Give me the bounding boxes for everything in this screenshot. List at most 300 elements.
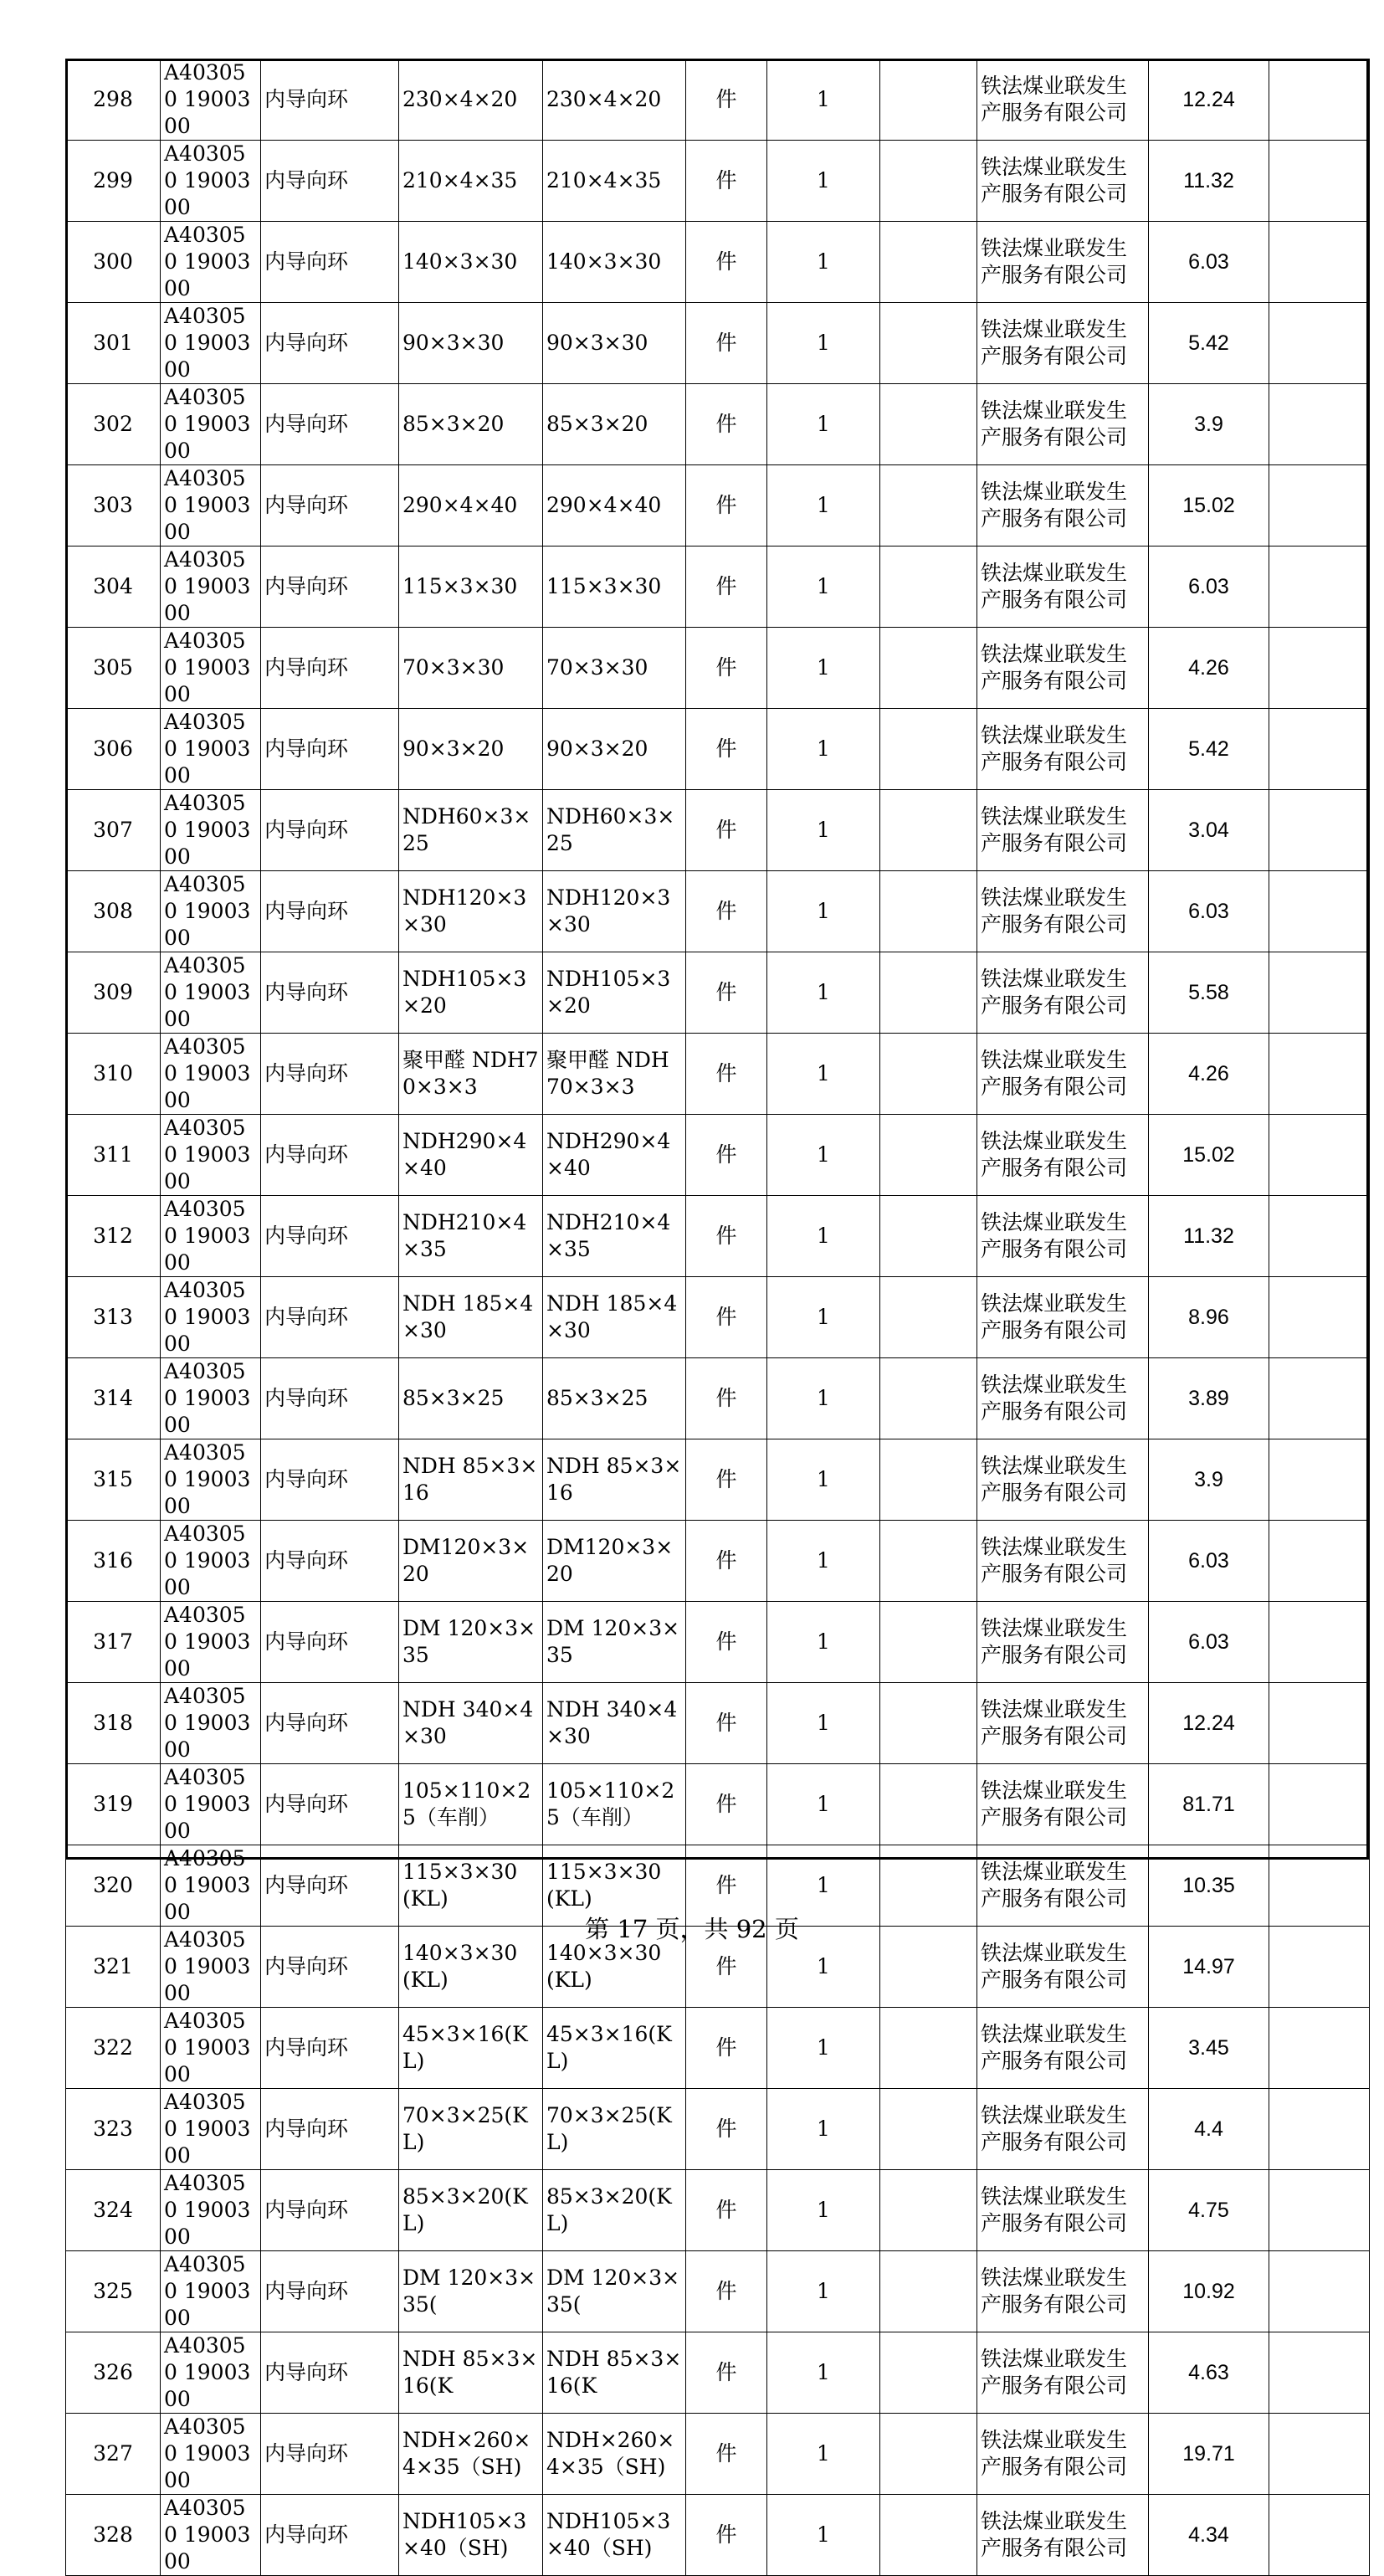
unit-cell: 件: [686, 1845, 767, 1927]
specification-cell: 210×4×35: [399, 141, 543, 222]
item-name-cell: 内导向环: [261, 1602, 399, 1683]
model-cell: NDH 85×3×16: [543, 1439, 686, 1521]
blank-cell: [880, 303, 977, 384]
price-cell: 4.75: [1149, 2170, 1269, 2251]
quantity-cell: 1: [767, 2495, 880, 2576]
price-cell: 4.26: [1149, 1034, 1269, 1115]
material-code-cell: A403050 1900300: [161, 547, 261, 628]
price-cell: 4.34: [1149, 2495, 1269, 2576]
material-code-cell: A403050 1900300: [161, 1521, 261, 1602]
specification-cell: NDH105×3×20: [399, 952, 543, 1034]
table-row: [66, 2089, 1370, 2170]
blank-cell: [880, 952, 977, 1034]
quantity-cell: 1: [767, 59, 880, 141]
row-number-cell: 300: [66, 222, 161, 303]
material-code-cell: A403050 1900300: [161, 1358, 261, 1439]
model-cell: NDH 85×3×16(K: [543, 2332, 686, 2414]
table-row: [66, 1196, 1370, 1277]
blank-cell: [880, 709, 977, 790]
table-row: [66, 1034, 1370, 1115]
supplier-cell: 铁法煤业联发生产服务有限公司: [977, 2495, 1149, 2576]
material-code-cell: A403050 1900300: [161, 790, 261, 871]
unit-cell: 件: [686, 1927, 767, 2008]
supplier-cell: 铁法煤业联发生产服务有限公司: [977, 1196, 1149, 1277]
price-cell: 4.26: [1149, 628, 1269, 709]
item-name-cell: 内导向环: [261, 2495, 399, 2576]
supplier-cell: 铁法煤业联发生产服务有限公司: [977, 1602, 1149, 1683]
specification-cell: 85×3×25: [399, 1358, 543, 1439]
note-cell: [1269, 1439, 1370, 1521]
item-name-cell: 内导向环: [261, 1277, 399, 1358]
item-name-cell: 内导向环: [261, 384, 399, 465]
price-cell: 6.03: [1149, 222, 1269, 303]
material-code-cell: A403050 1900300: [161, 222, 261, 303]
material-code-cell: A403050 1900300: [161, 1845, 261, 1927]
model-cell: 90×3×30: [543, 303, 686, 384]
item-name-cell: 内导向环: [261, 2414, 399, 2495]
note-cell: [1269, 1683, 1370, 1764]
model-cell: NDH×260×4×35（SH): [543, 2414, 686, 2495]
supplier-cell: 铁法煤业联发生产服务有限公司: [977, 1764, 1149, 1845]
price-cell: 14.97: [1149, 1927, 1269, 2008]
table-row: [66, 1521, 1370, 1602]
unit-cell: 件: [686, 2414, 767, 2495]
material-code-cell: A403050 1900300: [161, 141, 261, 222]
row-number-cell: 312: [66, 1196, 161, 1277]
unit-cell: 件: [686, 222, 767, 303]
table-row: [66, 628, 1370, 709]
note-cell: [1269, 1277, 1370, 1358]
model-cell: NDH290×4×40: [543, 1115, 686, 1196]
note-cell: [1269, 1764, 1370, 1845]
supplier-cell: 铁法煤业联发生产服务有限公司: [977, 1927, 1149, 2008]
model-cell: 85×3×20(KL): [543, 2170, 686, 2251]
quantity-cell: 1: [767, 2251, 880, 2332]
row-number-cell: 326: [66, 2332, 161, 2414]
model-cell: DM120×3×20: [543, 1521, 686, 1602]
note-cell: [1269, 2251, 1370, 2332]
quantity-cell: 1: [767, 1196, 880, 1277]
specification-cell: 85×3×20(KL): [399, 2170, 543, 2251]
specification-cell: 90×3×30: [399, 303, 543, 384]
unit-cell: 件: [686, 1764, 767, 1845]
price-cell: 6.03: [1149, 871, 1269, 952]
table-row: [66, 2332, 1370, 2414]
supplier-cell: 铁法煤业联发生产服务有限公司: [977, 1521, 1149, 1602]
note-cell: [1269, 2170, 1370, 2251]
material-code-cell: A403050 1900300: [161, 1196, 261, 1277]
note-cell: [1269, 465, 1370, 547]
row-number-cell: 309: [66, 952, 161, 1034]
specification-cell: NDH105×3×40（SH): [399, 2495, 543, 2576]
blank-cell: [880, 1196, 977, 1277]
table-row: [66, 1683, 1370, 1764]
supplier-cell: 铁法煤业联发生产服务有限公司: [977, 1277, 1149, 1358]
row-number-cell: 318: [66, 1683, 161, 1764]
table-row: [66, 465, 1370, 547]
unit-cell: 件: [686, 465, 767, 547]
price-cell: 8.96: [1149, 1277, 1269, 1358]
model-cell: NDH60×3×25: [543, 790, 686, 871]
quantity-cell: 1: [767, 1764, 880, 1845]
specification-cell: 105×110×25（车削）: [399, 1764, 543, 1845]
specification-cell: 230×4×20: [399, 59, 543, 141]
table-row: [66, 2008, 1370, 2089]
model-cell: 105×110×25（车削）: [543, 1764, 686, 1845]
note-cell: [1269, 303, 1370, 384]
model-cell: DM 120×3×35(: [543, 2251, 686, 2332]
material-code-cell: A403050 1900300: [161, 2008, 261, 2089]
model-cell: 290×4×40: [543, 465, 686, 547]
row-number-cell: 299: [66, 141, 161, 222]
table-row: [66, 709, 1370, 790]
specification-cell: NDH60×3×25: [399, 790, 543, 871]
unit-cell: 件: [686, 790, 767, 871]
supplier-cell: 铁法煤业联发生产服务有限公司: [977, 1115, 1149, 1196]
item-name-cell: 内导向环: [261, 2251, 399, 2332]
price-cell: 6.03: [1149, 1521, 1269, 1602]
blank-cell: [880, 59, 977, 141]
row-number-cell: 325: [66, 2251, 161, 2332]
quantity-cell: 1: [767, 1439, 880, 1521]
material-code-cell: A403050 1900300: [161, 628, 261, 709]
specification-cell: 70×3×30: [399, 628, 543, 709]
specification-cell: NDH120×3×30: [399, 871, 543, 952]
note-cell: [1269, 384, 1370, 465]
material-code-cell: A403050 1900300: [161, 1277, 261, 1358]
unit-cell: 件: [686, 2170, 767, 2251]
item-name-cell: 内导向环: [261, 547, 399, 628]
model-cell: 140×3×30: [543, 222, 686, 303]
supplier-cell: 铁法煤业联发生产服务有限公司: [977, 1034, 1149, 1115]
unit-cell: 件: [686, 628, 767, 709]
specification-cell: NDH 340×4×30: [399, 1683, 543, 1764]
row-number-cell: 324: [66, 2170, 161, 2251]
table-row: [66, 790, 1370, 871]
blank-cell: [880, 222, 977, 303]
item-name-cell: 内导向环: [261, 465, 399, 547]
price-cell: 5.42: [1149, 303, 1269, 384]
item-name-cell: 内导向环: [261, 303, 399, 384]
blank-cell: [880, 871, 977, 952]
table-row: [66, 384, 1370, 465]
blank-cell: [880, 1602, 977, 1683]
material-code-cell: A403050 1900300: [161, 2170, 261, 2251]
price-cell: 81.71: [1149, 1764, 1269, 1845]
row-number-cell: 311: [66, 1115, 161, 1196]
row-number-cell: 298: [66, 59, 161, 141]
specification-cell: NDH 85×3×16: [399, 1439, 543, 1521]
note-cell: [1269, 628, 1370, 709]
quantity-cell: 1: [767, 2089, 880, 2170]
specification-cell: NDH 185×4×30: [399, 1277, 543, 1358]
model-cell: 115×3×30: [543, 547, 686, 628]
row-number-cell: 304: [66, 547, 161, 628]
supplier-cell: 铁法煤业联发生产服务有限公司: [977, 547, 1149, 628]
model-cell: NDH210×4×35: [543, 1196, 686, 1277]
note-cell: [1269, 2495, 1370, 2576]
note-cell: [1269, 1521, 1370, 1602]
supplier-cell: 铁法煤业联发生产服务有限公司: [977, 871, 1149, 952]
item-name-cell: 内导向环: [261, 1034, 399, 1115]
model-cell: NDH 185×4×30: [543, 1277, 686, 1358]
blank-cell: [880, 1358, 977, 1439]
quantity-cell: 1: [767, 1845, 880, 1927]
specification-cell: 115×3×30(KL): [399, 1845, 543, 1927]
specification-cell: 290×4×40: [399, 465, 543, 547]
quantity-cell: 1: [767, 2008, 880, 2089]
row-number-cell: 305: [66, 628, 161, 709]
specification-cell: NDH 85×3×16(K: [399, 2332, 543, 2414]
model-cell: 210×4×35: [543, 141, 686, 222]
unit-cell: 件: [686, 2251, 767, 2332]
quantity-cell: 1: [767, 871, 880, 952]
price-cell: 15.02: [1149, 465, 1269, 547]
quantity-cell: 1: [767, 465, 880, 547]
unit-cell: 件: [686, 141, 767, 222]
model-cell: NDH120×3×30: [543, 871, 686, 952]
row-number-cell: 322: [66, 2008, 161, 2089]
item-name-cell: 内导向环: [261, 952, 399, 1034]
item-name-cell: 内导向环: [261, 1358, 399, 1439]
row-number-cell: 306: [66, 709, 161, 790]
quantity-cell: 1: [767, 1277, 880, 1358]
supplier-cell: 铁法煤业联发生产服务有限公司: [977, 1845, 1149, 1927]
model-cell: 85×3×20: [543, 384, 686, 465]
quantity-cell: 1: [767, 2414, 880, 2495]
quantity-cell: 1: [767, 222, 880, 303]
price-cell: 3.9: [1149, 384, 1269, 465]
price-cell: 4.63: [1149, 2332, 1269, 2414]
note-cell: [1269, 2008, 1370, 2089]
table-row: [66, 1439, 1370, 1521]
specification-cell: 45×3×16(KL): [399, 2008, 543, 2089]
price-cell: 11.32: [1149, 141, 1269, 222]
specification-cell: 70×3×25(KL): [399, 2089, 543, 2170]
quantity-cell: 1: [767, 1683, 880, 1764]
material-code-cell: A403050 1900300: [161, 871, 261, 952]
note-cell: [1269, 1034, 1370, 1115]
quantity-cell: 1: [767, 1521, 880, 1602]
price-cell: 10.92: [1149, 2251, 1269, 2332]
supplier-cell: 铁法煤业联发生产服务有限公司: [977, 709, 1149, 790]
row-number-cell: 301: [66, 303, 161, 384]
blank-cell: [880, 790, 977, 871]
material-code-cell: A403050 1900300: [161, 1602, 261, 1683]
row-number-cell: 321: [66, 1927, 161, 2008]
table-row: [66, 547, 1370, 628]
row-number-cell: 314: [66, 1358, 161, 1439]
price-cell: 3.45: [1149, 2008, 1269, 2089]
price-cell: 19.71: [1149, 2414, 1269, 2495]
note-cell: [1269, 1196, 1370, 1277]
quantity-cell: 1: [767, 2170, 880, 2251]
blank-cell: [880, 2008, 977, 2089]
unit-cell: 件: [686, 1683, 767, 1764]
material-code-cell: A403050 1900300: [161, 2251, 261, 2332]
note-cell: [1269, 1115, 1370, 1196]
item-name-cell: 内导向环: [261, 222, 399, 303]
supplier-cell: 铁法煤业联发生产服务有限公司: [977, 2089, 1149, 2170]
supplier-cell: 铁法煤业联发生产服务有限公司: [977, 2332, 1149, 2414]
table-row: [66, 2495, 1370, 2576]
row-number-cell: 307: [66, 790, 161, 871]
unit-cell: 件: [686, 2495, 767, 2576]
note-cell: [1269, 222, 1370, 303]
material-code-cell: A403050 1900300: [161, 1034, 261, 1115]
price-cell: 5.42: [1149, 709, 1269, 790]
quantity-cell: 1: [767, 790, 880, 871]
price-cell: 12.24: [1149, 1683, 1269, 1764]
supplier-cell: 铁法煤业联发生产服务有限公司: [977, 2170, 1149, 2251]
item-name-cell: 内导向环: [261, 1439, 399, 1521]
unit-cell: 件: [686, 59, 767, 141]
material-code-cell: A403050 1900300: [161, 1927, 261, 2008]
item-name-cell: 内导向环: [261, 2008, 399, 2089]
quantity-cell: 1: [767, 303, 880, 384]
blank-cell: [880, 1034, 977, 1115]
table-row: [66, 303, 1370, 384]
item-name-cell: 内导向环: [261, 1683, 399, 1764]
unit-cell: 件: [686, 303, 767, 384]
supplier-cell: 铁法煤业联发生产服务有限公司: [977, 384, 1149, 465]
row-number-cell: 313: [66, 1277, 161, 1358]
model-cell: 聚甲醛 NDH70×3×3: [543, 1034, 686, 1115]
unit-cell: 件: [686, 1521, 767, 1602]
quantity-cell: 1: [767, 1358, 880, 1439]
blank-cell: [880, 1683, 977, 1764]
row-number-cell: 303: [66, 465, 161, 547]
unit-cell: 件: [686, 1196, 767, 1277]
blank-cell: [880, 2170, 977, 2251]
table-row: [66, 2170, 1370, 2251]
row-number-cell: 315: [66, 1439, 161, 1521]
material-code-cell: A403050 1900300: [161, 384, 261, 465]
supplier-cell: 铁法煤业联发生产服务有限公司: [977, 2008, 1149, 2089]
model-cell: 140×3×30(KL): [543, 1927, 686, 2008]
material-code-cell: A403050 1900300: [161, 2495, 261, 2576]
price-cell: 10.35: [1149, 1845, 1269, 1927]
quantity-cell: 1: [767, 1927, 880, 2008]
supplier-cell: 铁法煤业联发生产服务有限公司: [977, 303, 1149, 384]
table-row: [66, 141, 1370, 222]
unit-cell: 件: [686, 871, 767, 952]
supplier-cell: 铁法煤业联发生产服务有限公司: [977, 790, 1149, 871]
unit-cell: 件: [686, 952, 767, 1034]
note-cell: [1269, 141, 1370, 222]
material-code-cell: A403050 1900300: [161, 709, 261, 790]
item-name-cell: 内导向环: [261, 2332, 399, 2414]
unit-cell: 件: [686, 1358, 767, 1439]
quantity-cell: 1: [767, 628, 880, 709]
row-number-cell: 317: [66, 1602, 161, 1683]
specification-cell: 85×3×20: [399, 384, 543, 465]
note-cell: [1269, 2332, 1370, 2414]
unit-cell: 件: [686, 384, 767, 465]
model-cell: NDH105×3×40（SH): [543, 2495, 686, 2576]
specification-cell: 140×3×30: [399, 222, 543, 303]
price-cell: 5.58: [1149, 952, 1269, 1034]
blank-cell: [880, 2251, 977, 2332]
model-cell: 90×3×20: [543, 709, 686, 790]
table-row: [66, 1764, 1370, 1845]
blank-cell: [880, 547, 977, 628]
blank-cell: [880, 2089, 977, 2170]
model-cell: 45×3×16(KL): [543, 2008, 686, 2089]
material-code-cell: A403050 1900300: [161, 1439, 261, 1521]
item-table: [65, 59, 1370, 2576]
item-name-cell: 内导向环: [261, 628, 399, 709]
item-name-cell: 内导向环: [261, 59, 399, 141]
blank-cell: [880, 1115, 977, 1196]
unit-cell: 件: [686, 2332, 767, 2414]
table-row: [66, 871, 1370, 952]
unit-cell: 件: [686, 709, 767, 790]
table-row: [66, 2414, 1370, 2495]
table-row: [66, 1115, 1370, 1196]
note-cell: [1269, 1358, 1370, 1439]
blank-cell: [880, 1521, 977, 1602]
unit-cell: 件: [686, 1034, 767, 1115]
note-cell: [1269, 952, 1370, 1034]
unit-cell: 件: [686, 2089, 767, 2170]
quantity-cell: 1: [767, 384, 880, 465]
note-cell: [1269, 709, 1370, 790]
specification-cell: NDH×260×4×35（SH): [399, 2414, 543, 2495]
quantity-cell: 1: [767, 2332, 880, 2414]
note-cell: [1269, 2414, 1370, 2495]
specification-cell: 聚甲醛 NDH70×3×3: [399, 1034, 543, 1115]
note-cell: [1269, 790, 1370, 871]
item-name-cell: 内导向环: [261, 1196, 399, 1277]
blank-cell: [880, 384, 977, 465]
material-code-cell: A403050 1900300: [161, 2089, 261, 2170]
supplier-cell: 铁法煤业联发生产服务有限公司: [977, 59, 1149, 141]
specification-cell: DM 120×3×35: [399, 1602, 543, 1683]
blank-cell: [880, 1764, 977, 1845]
blank-cell: [880, 465, 977, 547]
price-cell: 3.04: [1149, 790, 1269, 871]
supplier-cell: 铁法煤业联发生产服务有限公司: [977, 141, 1149, 222]
model-cell: 115×3×30(KL): [543, 1845, 686, 1927]
unit-cell: 件: [686, 547, 767, 628]
item-name-cell: 内导向环: [261, 871, 399, 952]
price-cell: 11.32: [1149, 1196, 1269, 1277]
table-row: [66, 1602, 1370, 1683]
note-cell: [1269, 871, 1370, 952]
price-cell: 6.03: [1149, 1602, 1269, 1683]
model-cell: 70×3×30: [543, 628, 686, 709]
blank-cell: [880, 2495, 977, 2576]
item-name-cell: 内导向环: [261, 1521, 399, 1602]
specification-cell: 90×3×20: [399, 709, 543, 790]
table-row: [66, 1358, 1370, 1439]
model-cell: 70×3×25(KL): [543, 2089, 686, 2170]
quantity-cell: 1: [767, 952, 880, 1034]
supplier-cell: 铁法煤业联发生产服务有限公司: [977, 2251, 1149, 2332]
blank-cell: [880, 2332, 977, 2414]
material-code-cell: A403050 1900300: [161, 1115, 261, 1196]
blank-cell: [880, 1439, 977, 1521]
price-cell: 4.4: [1149, 2089, 1269, 2170]
quantity-cell: 1: [767, 141, 880, 222]
material-code-cell: A403050 1900300: [161, 1683, 261, 1764]
supplier-cell: 铁法煤业联发生产服务有限公司: [977, 222, 1149, 303]
row-number-cell: 310: [66, 1034, 161, 1115]
note-cell: [1269, 1602, 1370, 1683]
unit-cell: 件: [686, 2008, 767, 2089]
material-code-cell: A403050 1900300: [161, 2414, 261, 2495]
